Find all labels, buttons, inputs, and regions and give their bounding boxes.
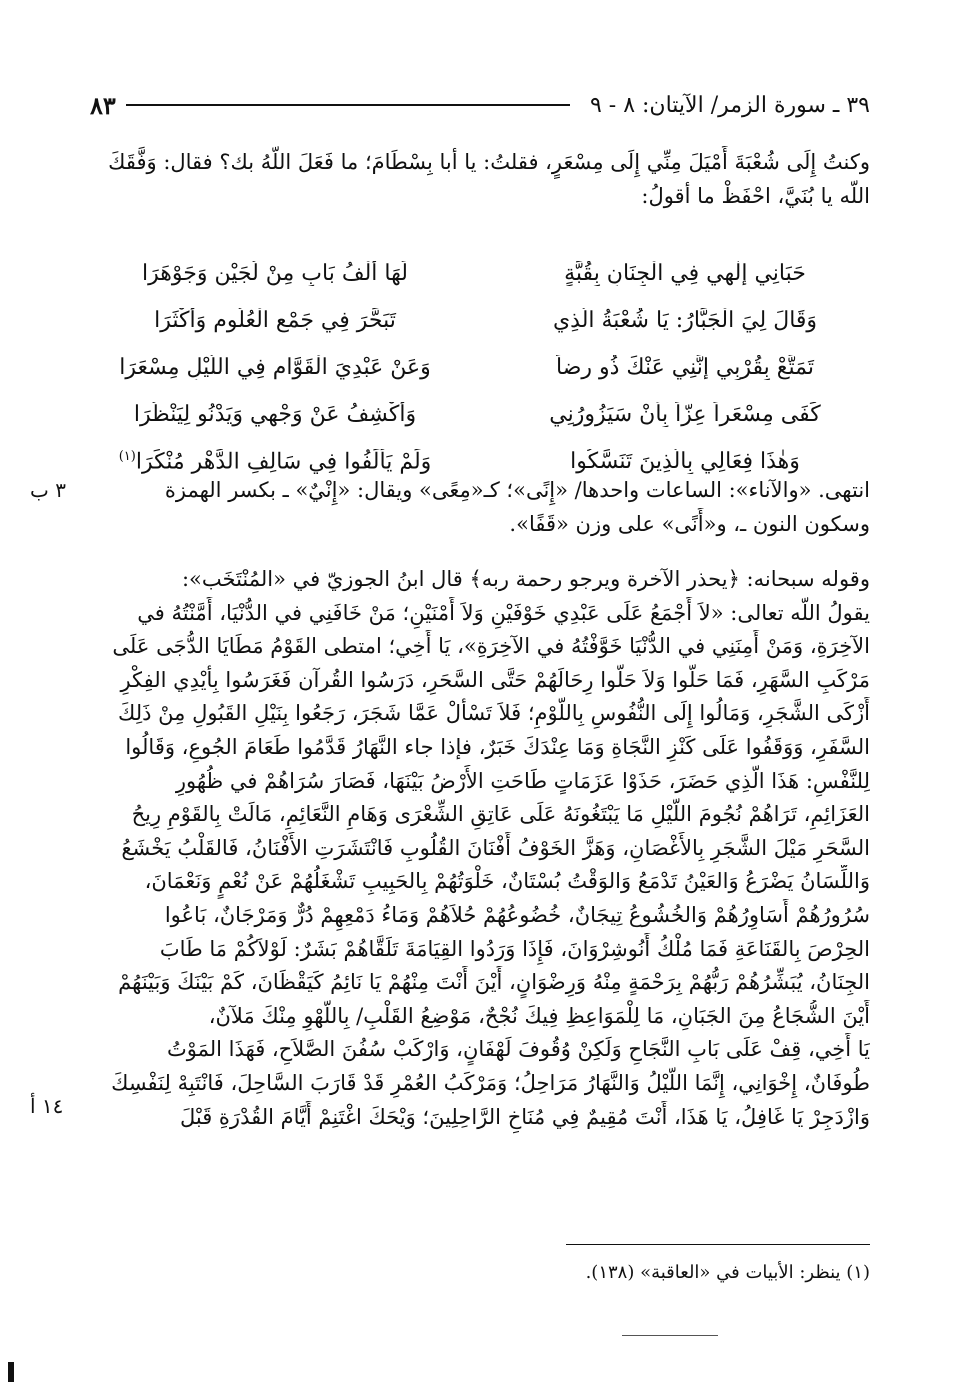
header-rule: [126, 104, 570, 106]
verse-first-hemistich: حَبَانِي إِلٰهِي فِي الْجِنَانِ بِقُبَّةٍ: [564, 261, 806, 286]
footnote-ref: (١): [118, 448, 136, 464]
text-line: وسكون النون ـ، و«أَنًى» على وزن «قَفًا».: [509, 511, 870, 536]
text-line: وَازْدَجِرْ يَا غَافِلُ، يَا هَذَا، أَنْتَ مُقِيمٌ فِي مُنَاخِ الرَّاحِلِينَ؛ وَيْحَكَ اغْتَنِمْ أَيَّامَ القُدْرَةِ قَبْلَ: [179, 1104, 870, 1129]
verse-first-hemistich: وَقَالَ لِيَ الْجَبَّارُ: يَا شُعْبَةُ الَّذِي: [552, 308, 818, 333]
text-line: العَزَائِمِ، تَرَاهُمْ نُجُومَ اللَّيْلِ مَا يَبْتَغُونَهُ عَلَى عَاتِقِ الشِّعْرَى وَهَامِ النَّعَائِمِ، مَالَتْ بِالقَوْمِ رِيحُ: [131, 802, 870, 827]
verse-text: وَلَمْ يَأْلَفُوا فِي سَالِفِ الدَّهْرِ مُنْكَرَا: [135, 449, 432, 475]
text-line: مَرْكَبِ السَّهَرِ، فَمَا حَلُّوا وَلاَ حَلُّوا رِحَالَهُمْ حَتَّى السَّحَرِ، دَرَسُوا القُرآن فَغَرَسُوا بِأَيْدِي الفِكْرِ: [120, 667, 870, 692]
scan-edge-mark: [8, 1362, 14, 1382]
page-number: ٨٣: [90, 90, 116, 120]
bottom-rule: [622, 1335, 718, 1336]
footnote: (١) ينظر: الأبيات في «العاقبة» (١٣٨).: [585, 1262, 870, 1283]
verse-first-hemistich: كَفَى مِسْعَراً عِزّاً بِأَنْ سَيَزُورُنِي: [549, 402, 821, 427]
text-line: وكنتُ إِلَى شُعْبَةَ أَمْيَلَ مِنِّي إِلَى مِسْعَرٍ، فقلتُ: يا أبا بِسْطَامَ؛ ما فَعَلَ اللّهُ بك؟ فقال: وَفَّقَكَ: [108, 150, 870, 174]
verse-first-hemistich: تَمَتَّعْ بِقُرْبِي إِنَّنِي عَنْكَ ذُو رِضاً: [556, 355, 814, 380]
text-line: السَّفَرِ، وَوَقَفُوا عَلَى كَنْزِ النَّجَاةِ وَمَا عِنْدَكَ خَبَرٌ، فإذا جاء النَّهَارُ قَدَّمُوا طَعَامَ الجُوعِ، وَقَالُوا: [125, 734, 870, 759]
text-line: طُوفَانٌ، إِخْوَانِي، إِنَّمَا اللَّيْلُ وَالنَّهَارُ مَرَاحِلُ؛ وَمَرْكَبُ العُمْرِ قَدْ قَارَبَ السَّاحِلَ، فَانْتَبِهْ لِنَفْسِكَ: [111, 1070, 870, 1095]
verse-second-hemistich: تَبَحَّرَ فِي جَمْعِ الْعُلُومِ وَأَكْثَرَا: [154, 308, 396, 333]
gloss-paragraph: [90, 474, 870, 541]
verse-first-hemistich: وَهٰذَا فِعَالِي بِالَّذِينَ تَنَسَّكُوا: [570, 449, 800, 474]
text-line: الجِنَانُ، يُبَشِّرُهُمْ رَبُّهُمْ بِرَحْمَةٍ مِنْهُ وَرِضْوَانٍ، أَيْنَ أَنْتَ مِنْهُمْ يَا نَائِمُ كَيَقْظَانَ، كَمْ بَيْنَكَ وَبَيْنَهُمْ: [118, 970, 870, 995]
text-line: وقوله سبحانه: ﴿يحذر الآخرة ويرجو رحمة ربه﴾ قال ابنُ الجوزيّ في «المُنْتَخَب»:: [181, 567, 870, 591]
text-line: لِلنَّفْسِ: هَذَا الَّذِي حَضَرَ، حَذَوْا عَزَمَاتٍ طَاحَتِ الأَرْضُ بَيْنَهَا، فَصَارَ سُرَاهُمْ في ظُهُورِ: [175, 768, 870, 793]
intro-paragraph: [90, 146, 870, 213]
poem-verses: [90, 250, 870, 485]
verse-row: [90, 391, 870, 438]
text-line: سُرُورُهُمْ أَسَاوِرُهُمْ وَالخُشُوعُ تِيجَانٌ، خُضُوعُهُمْ حُلاَهُمْ وَمَاءُ دَمْعِهِمْ دُرٌّ وَمَرْجَانٌ، بَاعُوا: [164, 902, 870, 927]
verse-row: [90, 250, 870, 297]
text-line: أَيْنَ الشُّجَاعُ مِنَ الجَبَانِ، مَا لِلْمَوَاعِظِ فِيكَ نُجْحٌ، مَوْضِعُ القَلْبِ/ بِاللَّهْوِ مِنْكَ مَلآنٌ،: [208, 1003, 870, 1028]
running-header: [90, 88, 870, 122]
verse-second-hemistich: [90, 449, 460, 474]
manuscript-folio-marker: ١٤ أ: [30, 1094, 64, 1118]
verse-second-hemistich: وَعَنْ عَبْدِيَ الْقَوَّامِ فِي اللَّيْلِ مِسْعَرَا: [119, 355, 431, 380]
footnote-rule: [566, 1244, 870, 1245]
verse-second-hemistich: وَأَكْشِفُ عَنْ وَجْهِي وَيَدْنُو لِيَنْظُرَا: [133, 402, 417, 427]
chapter-title: ٣٩ ـ سورة الزمر/ الآيتان: ٨ - ٩: [589, 92, 870, 118]
text-line: السَّحَرِ مَيْلَ الشَّجَرِ بِالأَغْصَانِ، وَهَزَّ الخَوْفُ أَفْنَانَ القُلُوبِ فَانْتَشَرَتِ الأَفْنَانُ، فَالقَلْبُ يَخْشَعُ: [121, 835, 870, 860]
text-line: يَا أَخِي، قِفْ عَلَى بَابِ النَّجَاحِ وَلَكِنْ وُقُوفَ لَهْفَانٍ، وَارْكَبْ سُفُنَ الصَّلاَحِ، فَهَذَا المَوْتُ: [166, 1037, 870, 1062]
text-line: وَاللِّسَانُ يَضْرَعُ وَالعَيْنُ تَدْمَعُ وَالوَقْتُ بُسْتَانٌ، خَلْوَتُهُمْ بِالحَبِيبِ تَشْغَلُهُمْ عَنْ نُعْمٍ وَنَعْمَانَ،: [144, 869, 870, 894]
text-line: اللّه يا بُنَيَّ، احْفَظْ ما أقولُ:: [641, 183, 870, 208]
text-line: الآخِرَةِ، وَمَنْ أَمِنَنِي في الدُّنْيَا خَوَّفْتُهُ في الآخِرَةِ»، يَا أَخِي؛ امتطى القَوْمُ مَطَايَا الدُّجَى عَلَى: [112, 634, 870, 659]
text-line: انتهى. «والآناء»: الساعات واحدها/ «إِنًى»؛ كـ«مِعًى» ويقال: «إِنْيٌ» ـ بكسر الهمزة: [164, 478, 870, 502]
manuscript-folio-marker: ٣ ب: [30, 478, 66, 502]
verse-row: [90, 297, 870, 344]
text-line: أَزْكَى الشَّجَرِ، وَمَالُوا إِلَى النُّفُوسِ بِاللَّوْمِ؛ فَلاَ تَسْأَلْ عَمَّا شَجَرَ، رَجَعُوا بِنَيْلِ القَبُولِ مِنْ ذَلِكَ: [118, 701, 870, 726]
verse-row: [90, 344, 870, 391]
text-line: الحِرْصَ بِالقَنَاعَةِ فَمَا مُلْكُ أَنُوشِرْوَانَ، فَإِذَا وَرَدُوا القِيَامَةَ تَلَقَّاهُمْ بَشَرٌ: لَوْلاَكُمْ مَا طَابَ: [159, 936, 870, 961]
main-paragraph: [90, 563, 870, 1134]
verse-second-hemistich: لَهَا أَلْفُ بَابٍ مِنْ لُجَيْنٍ وَجَوْهَرَا: [142, 261, 408, 286]
text-line: يقولُ اللّه تعالى: «لاَ أَجْمَعُ عَلَى عَبْدِي خَوْفَيْنِ وَلاَ أَمْنَيْنِ؛ مَنْ خَافَنِي في الدُّنْيَا، أَمَّنْتُهُ في: [137, 600, 870, 625]
